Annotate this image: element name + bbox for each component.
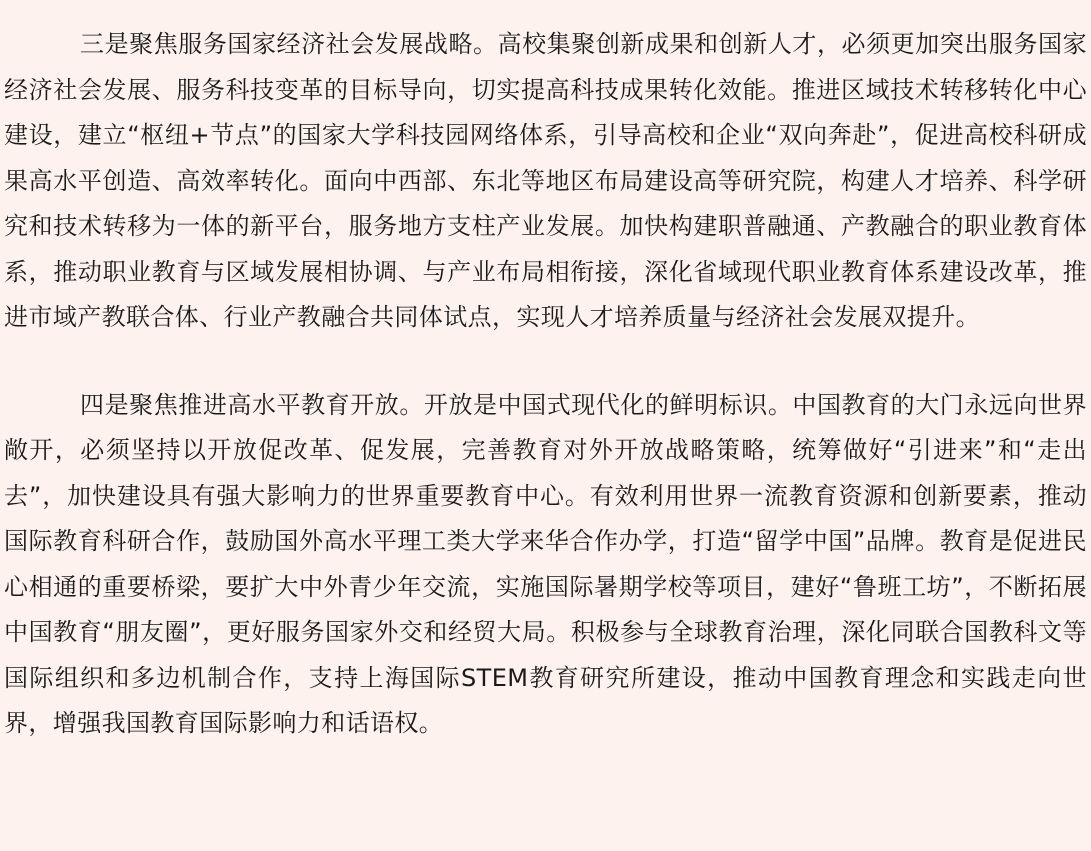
- paragraph-education-opening: 四是聚焦推进高水平教育开放。开放是中国式现代化的鲜明标识。中国教育的大门永远向世界敞开，必须坚持以开放促改革、促发展，完善教育对外开放战略策略，统筹做好“引进来”和“走出去”，加快建设具有强大影响力的世界重要教育中心。有效利用世界一流教育资源和创新要素，推动国际教育科研合作，鼓励国外高水平理工类大学来华合作办学，打造“留学中国”品牌。教育是促进民心相通的重要桥梁，要扩大中外青少年交流，实施国际暑期学校等项目，建好“鲁班工坊”，不断拓展中国教育“朋友圈”，更好服务国家外交和经贸大局。积极参与全球教育治理，深化同联合国教科文等国际组织和多边机制合作，支持上海国际STEM教育研究所建设，推动中国教育理念和实践走向世界，增强我国教育国际影响力和话语权。: [4, 390, 1087, 737]
- paragraph-service-national-strategy: 三是聚焦服务国家经济社会发展战略。高校集聚创新成果和创新人才，必须更加突出服务国家经济社会发展、服务科技变革的目标导向，切实提高科技成果转化效能。推进区域技术转移转化中心建设，建立“枢纽+节点”的国家大学科技园网络体系，引导高校和企业“双向奔赴”，促进高校科研成果高水平创造、高效率转化。面向中西部、东北等地区布局建设高等研究院，构建人才培养、科学研究和技术转移为一体的新平台，服务地方支柱产业发展。加快构建职普融通、产教融合的职业教育体系，推动职业教育与区域发展相协调、与产业布局相衔接，深化省域现代职业教育体系建设改革，推进市域产教联合体、行业产教融合共同体试点，实现人才培养质量与经济社会发展双提升。: [4, 30, 1087, 331]
